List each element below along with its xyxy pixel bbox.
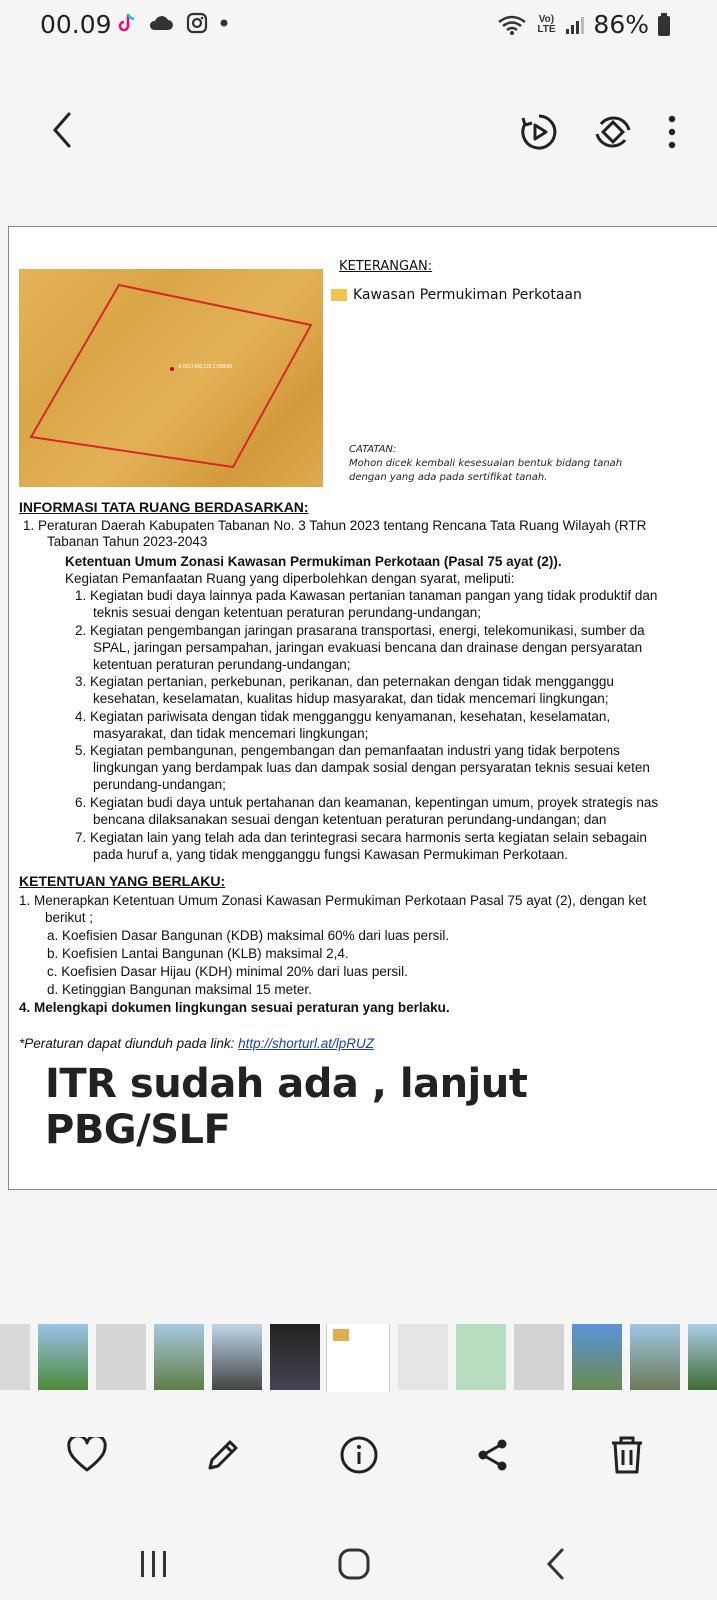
thumbnail[interactable] — [398, 1324, 448, 1390]
thumbnail[interactable] — [154, 1324, 204, 1390]
thumbnail[interactable] — [572, 1324, 622, 1390]
list-item-continuation: bencana dilaksanakan sesuai dengan ketentuan peraturan perundang-undangan; dan — [93, 812, 607, 827]
status-bar — [0, 0, 717, 52]
heart-icon[interactable] — [62, 1430, 112, 1480]
pencil-icon[interactable] — [198, 1430, 248, 1480]
rotate-icon[interactable] — [593, 112, 633, 152]
section-title-ketentuan: KETENTUAN YANG BERLAKU: — [19, 873, 226, 889]
chevron-left-icon[interactable] — [40, 108, 84, 152]
document-image: -8.5311468,115.1768696 KETERANGAN: Kawasan Permukiman Perkotaan CATATAN: Mohon dicek kembali kesesuaian bentuk bidang tanah dengan yang ada pada sertifikat tanah. INFORMASI TATA RUANG BERDASARKAN: 1. Peraturan Daerah Kabupaten Tabanan No. 3 Tahun 2023 tentang Rencana Tata Ruang Wilayah (RTR Tabanan Tahun 2023-2043 Ketentuan Umum Zonasi Kawasan Permukiman Perkotaan (Pasal 75 ayat (2)). Kegiatan Pemanfaatan Ruang yang diperbolehkan dengan syarat, meliputi: 1. Kegiatan budi daya lainnya pada Kawasan pertanian tanaman pangan yang tidak produktif dan teknis sesuai dengan ketentuan peraturan perundang-undangan; 2. Kegiatan pengembangan jaringan prasarana transportasi, energi, telekomunikasi, sumber da SPAL, jaringan persampahan, jaringan evakuasi bencana dan drainase dengan persyaratan ketentuan peraturan perundang-undangan; 3. Kegiatan pertanian, perkebunan, perikanan, dan peternakan dengan tidak mengganggu kesehatan, keselamatan, kualitas hidup masyarakat, dan tidak mencemari lingkungan; 4. Kegiatan pariwisata dengan tidak mengganggu kenyamanan, kesehatan, keselamatan, masyarakat, dan tidak mencemari lingkungan; 5. Kegiatan pembangunan, pengembangan dan pemanfaatan industri yang tidak berpotens lingkungan yang berdampak luas dan dampak sosial dengan persyaratan teknis sesuai keten perundang-undangan; 6. Kegiatan budi daya untuk pertahanan dan keamanan, kepentingan umum, proyek strategis nas bencana dilaksanakan sesuai dengan ketentuan peraturan perundang-undangan; dan 7. Kegiatan lain yang telah ada dan terintegrasi secara harmonis serta kegiatan selain sebagain pada huruf a, yang tidak mengganggu fungsi Kawasan Permukiman Perkotaan. KETENTUAN YANG BERLAKU: 1. Menerapkan Ketentuan Umum Zonasi Kawasan Permukiman Perkotaan Pasal 75 ayat (2), dengan ket berikut ; a. Koefisien Dasar Bangunan (KDB) maksimal 60% dari luas persil. b. Koefisien Lantai Bangunan (KLB) maksimal 2,4. c. Koefisien Dasar Hijau (KDH) minimal 20% dari luas persil. d. Ketinggian Bangunan maksimal 15 meter. 4. Melengkapi dokumen lingkungan sesuai peraturan yang berlaku. *Peraturan dapat diunduh pada link: http://shorturl.at/lpRUZ ITR sudah ada , lanjut PBG/SLF — [8, 226, 717, 1190]
list-item-continuation: masyarakat, dan tidak mencemari lingkungan; — [93, 725, 369, 741]
status-time: 00.09 — [40, 10, 112, 39]
recents-icon[interactable] — [124, 1534, 184, 1594]
handwritten-note-text: ITR sudah ada , lanjut PBG/SLF — [45, 1061, 528, 1153]
thumbnail-strip[interactable] — [0, 1324, 717, 1392]
photo-action-bar — [0, 1420, 717, 1500]
battery-icon — [657, 13, 671, 37]
list-item: 3. Kegiatan pertanian, perkebunan, perikanan, dan peternakan dengan tidak mengganggu — [75, 674, 614, 690]
trash-icon[interactable] — [602, 1430, 652, 1480]
tiktok-icon — [118, 12, 136, 34]
list-item-continuation: lingkungan yang berdampak luas dan dampak sosial dengan persyaratan teknis sesuai keten — [93, 760, 650, 776]
list-item: 7. Kegiatan lain yang telah ada dan terintegrasi secara harmonis serta kegiatan selain sebagain — [75, 829, 647, 845]
back-icon[interactable] — [526, 1534, 586, 1594]
list-item-continuation: teknis sesuai dengan ketentuan peraturan perundang-undangan; — [93, 605, 482, 620]
signal-icon — [565, 15, 585, 35]
thumbnail[interactable] — [212, 1324, 262, 1390]
system-nav-bar — [0, 1520, 717, 1600]
thumbnail[interactable] — [38, 1324, 88, 1390]
home-icon[interactable] — [324, 1534, 384, 1594]
play-circle-icon[interactable] — [519, 112, 559, 152]
thumbnail-active[interactable] — [326, 1324, 390, 1392]
lte-icon: Vo) LTE — [537, 13, 556, 35]
list-item-continuation: pada huruf a, yang tidak mengganggu fungsi Kawasan Permukiman Perkotaan. — [93, 846, 569, 862]
map-coordinate-label: -8.5311468,115.1768696 — [177, 364, 233, 370]
list-item: 4. Kegiatan pariwisata dengan tidak mengganggu kenyamanan, kesehatan, keselamatan, — [75, 708, 611, 724]
legend-item: Kawasan Permukiman Perkotaan — [331, 287, 582, 303]
list-item: 1. Kegiatan budi daya lainnya pada Kawasan pertanian tanaman pangan yang tidak produktif dan — [75, 588, 658, 603]
list-item: 6. Kegiatan budi daya untuk pertahanan dan keamanan, kepentingan umum, proyek strategis nas — [75, 795, 659, 810]
info-icon[interactable] — [334, 1430, 384, 1480]
parcel-map — [19, 269, 323, 487]
battery-percent: 86% — [593, 10, 649, 39]
list-item-continuation: perundang-undangan; — [93, 777, 226, 793]
note: CATATAN: Mohon dicek kembali kesesuaian bentuk bidang tanah dengan yang ada pada sertifikat tanah. — [349, 444, 623, 483]
legend-swatch — [331, 289, 347, 301]
share-icon[interactable] — [468, 1430, 518, 1480]
list-item-continuation: ketentuan peraturan perundang-undangan; — [93, 656, 351, 672]
cloud-icon — [148, 14, 174, 32]
wifi-icon — [497, 14, 527, 36]
viewer-toolbar — [0, 52, 717, 192]
thumbnail[interactable] — [270, 1324, 320, 1390]
list-item-continuation: kesehatan, keselamatan, kualitas hidup masyarakat, dan tidak mencemari lingkungan; — [93, 691, 609, 707]
footer-note: *Peraturan dapat diunduh pada link: http://shorturl.at/lpRUZ — [19, 1036, 374, 1051]
more-vertical-icon[interactable] — [667, 114, 677, 150]
thumbnail[interactable] — [514, 1324, 564, 1390]
section-title-informasi: INFORMASI TATA RUANG BERDASARKAN: — [19, 499, 309, 515]
zonasi-heading: Ketentuan Umum Zonasi Kawasan Permukiman Perkotaan (Pasal 75 ayat (2)). — [65, 554, 562, 569]
thumbnail[interactable] — [96, 1324, 146, 1390]
thumbnail[interactable] — [630, 1324, 680, 1390]
list-item: 5. Kegiatan pembangunan, pengembangan dan pemanfaatan industri yang tidak berpotens — [75, 743, 620, 759]
thumbnail[interactable] — [0, 1324, 30, 1390]
parcel-boundary — [31, 285, 311, 467]
thumbnail[interactable] — [688, 1324, 717, 1390]
list-item: 2. Kegiatan pengembangan jaringan prasarana transportasi, energi, telekomunikasi, sumber da — [75, 622, 645, 638]
dot-icon — [220, 19, 228, 27]
list-item-continuation: SPAL, jaringan persampahan, jaringan evakuasi bencana dan drainase dengan persyaratan — [93, 639, 643, 655]
legend-title: KETERANGAN: — [339, 259, 433, 274]
instagram-icon — [186, 12, 208, 34]
thumbnail[interactable] — [456, 1324, 506, 1390]
download-link[interactable]: http://shorturl.at/lpRUZ — [238, 1036, 374, 1051]
